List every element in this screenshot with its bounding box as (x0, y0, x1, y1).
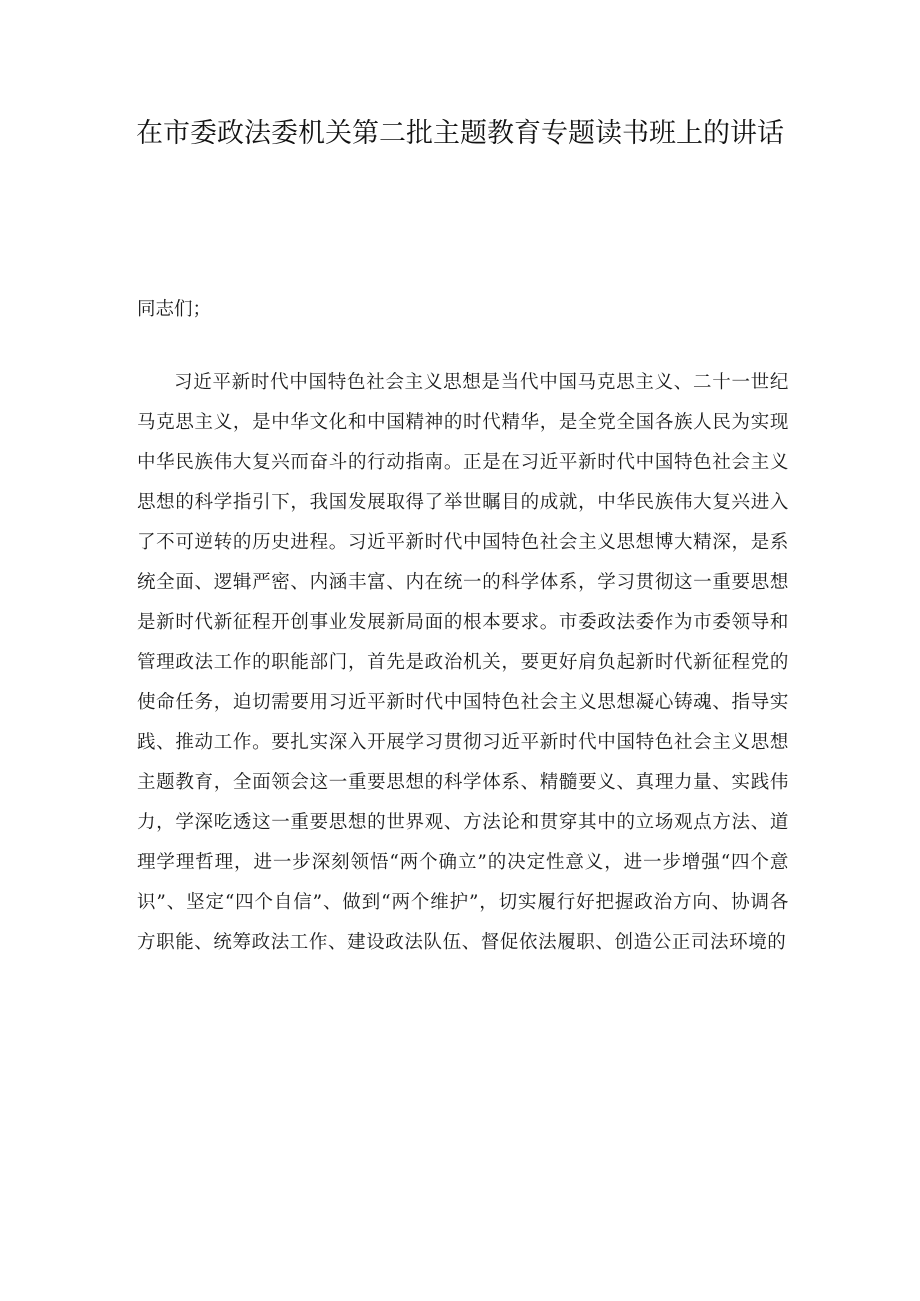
greeting: 同志们； (137, 299, 212, 320)
body-paragraph: 习近平新时代中国特色社会主义思想是当代中国马克思主义、二十一世纪马克思主义，是中华文化和中国精神的时代精华，是全党全国各族人民为实现中华民族伟大复兴而奋斗的行动指南。正是在习近平新时代中国特色社会主义思想的科学指引下，我国发展取得了举世瞩目的成就，中华民族伟大复兴进入了不可逆转的历史进程。习近平新时代中国特色社会主义思想博大精深，是系统全面、逻辑严密、内涵丰富、内在统一的科学体系，学习贯彻这一重要思想是新时代新征程开创事业发展新局面的根本要求。市委政法委作为市委领导和管理政法工作的职能部门，首先是政治机关，要更好肩负起新时代新征程党的使命任务，迫切需要用习近平新时代中国特色社会主义思想凝心铸魂、指导实践、推动工作。要扎实深入开展学习贯彻习近平新时代中国特色社会主义思想主题教育，全面领会这一重要思想的科学体系、精髓要义、真理力量、实践伟力，学深吃透这一重要思想的世界观、方法论和贯穿其中的立场观点方法、道理学理哲理，进一步深刻领悟“两个确立”的决定性意义，进一步增强“四个意识”、坚定“四个自信”、做到“两个维护”，切实履行好把握政治方向、协调各方职能、统筹政法工作、建设政法队伍、督促依法履职、创造公正司法环境的 (137, 372, 789, 953)
document-title: 在市委政法委机关第二批主题教育专题读书班上的讲话 (136, 118, 784, 149)
